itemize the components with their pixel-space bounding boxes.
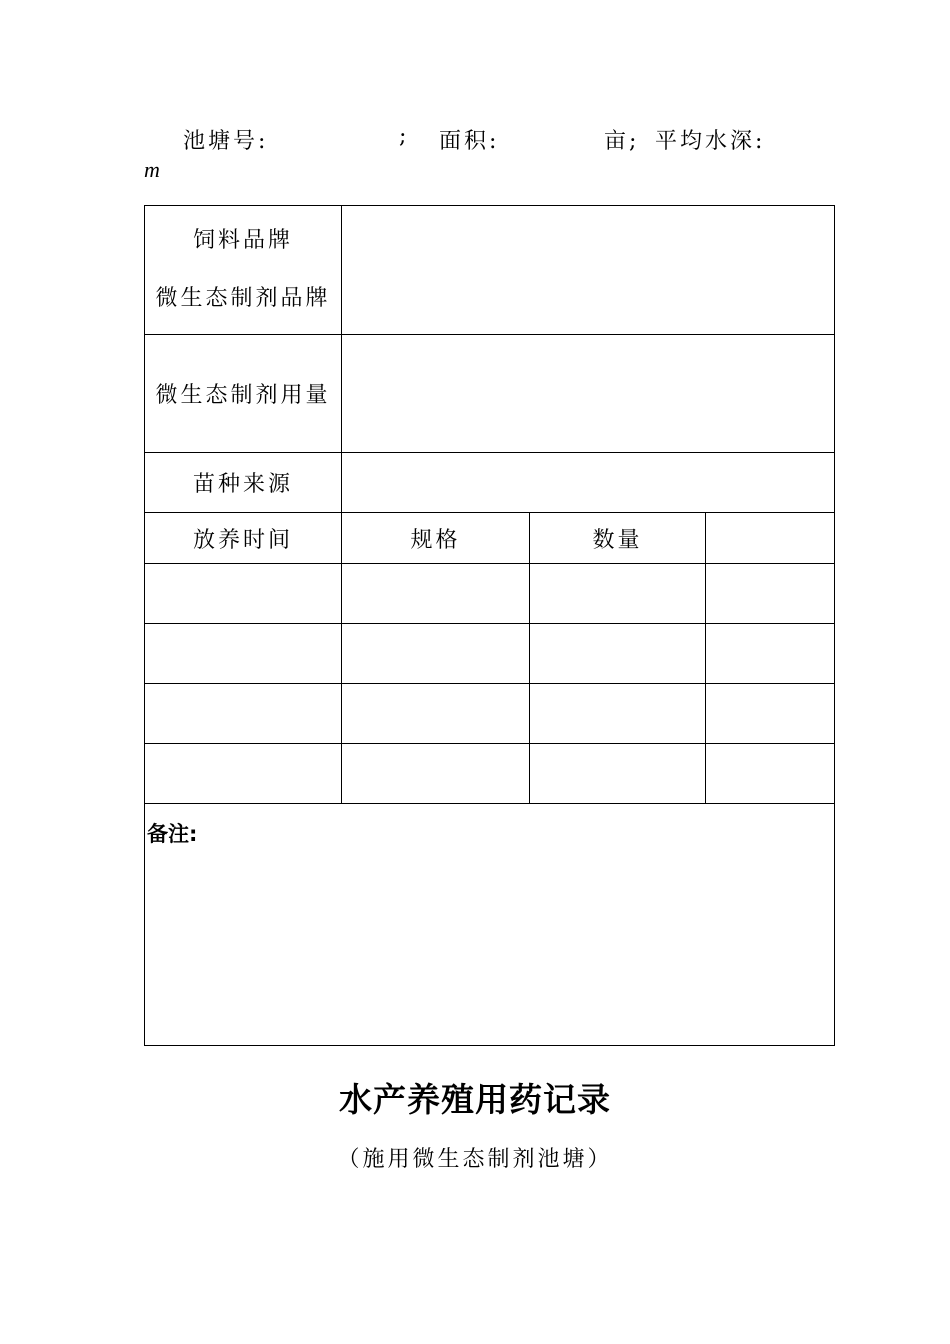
table-cell[interactable] <box>145 684 342 744</box>
table-cell[interactable] <box>530 684 706 744</box>
table-cell[interactable] <box>342 564 530 624</box>
column-header-quantity: 数量 <box>530 513 706 564</box>
table-cell[interactable] <box>706 564 835 624</box>
microbial-dosage-label: 微生态制剂用量 <box>145 335 342 453</box>
fry-source-label: 苗种来源 <box>145 453 342 513</box>
remarks-row <box>145 804 835 1046</box>
page-subtitle: （施用微生态制剂池塘） <box>337 1147 613 1172</box>
brand-label-cell <box>145 206 342 335</box>
table-row <box>145 564 835 624</box>
table-cell[interactable] <box>706 744 835 804</box>
dosage-row <box>145 335 835 453</box>
table-row <box>145 624 835 684</box>
record-table <box>144 205 835 1046</box>
feed-brand-label: 饲料品牌 <box>192 228 293 253</box>
table-cell[interactable] <box>706 624 835 684</box>
table-cell[interactable] <box>342 744 530 804</box>
dosage-value-field[interactable] <box>342 335 835 453</box>
column-header-row <box>145 513 835 564</box>
pond-info-line <box>0 124 950 158</box>
fry-source-value-field[interactable] <box>342 453 835 513</box>
area-label: 面积: <box>439 129 500 154</box>
column-header-specification: 规格 <box>342 513 530 564</box>
remarks-field[interactable] <box>145 804 835 1046</box>
pond-number-label: 池塘号: <box>183 129 269 154</box>
table-cell[interactable] <box>530 564 706 624</box>
brand-row <box>145 206 835 335</box>
table-row <box>145 684 835 744</box>
brand-value-field[interactable] <box>342 206 835 335</box>
table-cell[interactable] <box>530 624 706 684</box>
table-cell[interactable] <box>145 744 342 804</box>
average-depth-label: 平均水深: <box>655 129 766 154</box>
table-cell[interactable] <box>342 684 530 744</box>
column-header-blank <box>706 513 835 564</box>
remarks-label: 备注: <box>147 822 198 846</box>
microbial-brand-label: 微生态制剂品牌 <box>155 286 331 311</box>
table-cell[interactable] <box>342 624 530 684</box>
table-cell[interactable] <box>530 744 706 804</box>
table-cell[interactable] <box>706 684 835 744</box>
separator-semicolon: ; <box>399 124 410 149</box>
fry-source-row <box>145 453 835 513</box>
table-row <box>145 744 835 804</box>
table-cell[interactable] <box>145 624 342 684</box>
mu-unit-label: 亩; <box>604 129 640 154</box>
table-cell[interactable] <box>145 564 342 624</box>
page-title: 水产养殖用药记录 <box>339 1080 611 1119</box>
column-header-stocking-time: 放养时间 <box>145 513 342 564</box>
meter-unit: m <box>144 157 160 182</box>
